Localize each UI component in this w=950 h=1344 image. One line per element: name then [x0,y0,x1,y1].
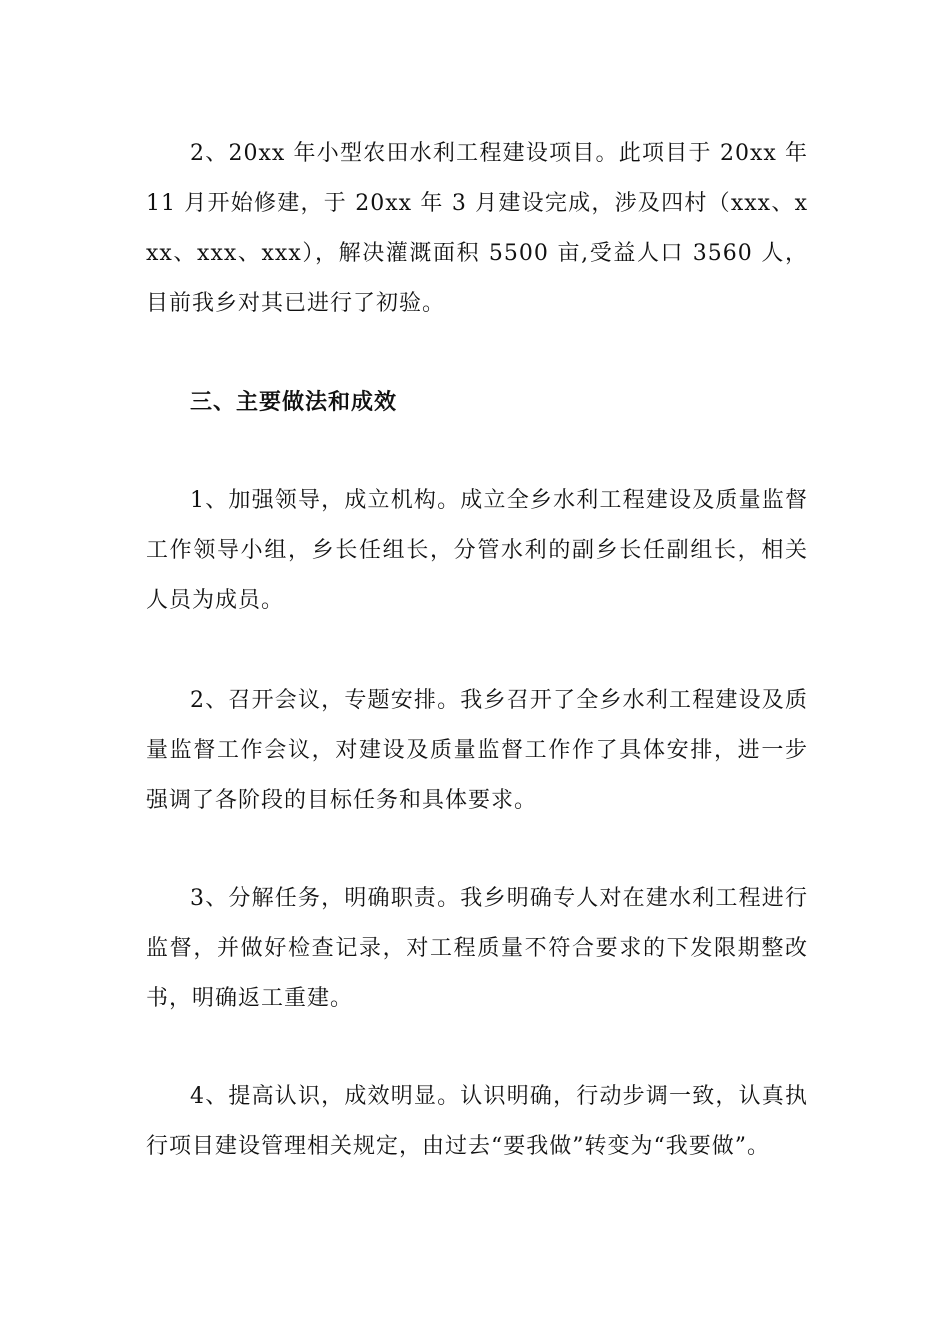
paragraph-text: 2、召开会议，专题安排。我乡召开了全乡水利工程建设及质量监督工作会议，对建设及质量监督工作作了具体安排，进一步强调了各阶段的目标任务和具体要求。 [146,688,808,813]
paragraph-text: 4、提高认识，成效明显。认识明确，行动步调一致，认真执行项目建设管理相关规定，由过去“要我做”转变为“我要做”。 [146,1084,808,1159]
paragraph-text: 3、分解任务，明确职责。我乡明确专人对在建水利工程进行监督，并做好检查记录，对工程质量不符合要求的下发限期整改书，明确返工重建。 [146,886,808,1011]
paragraph-project-2 [146,129,808,329]
paragraph-item-1 [146,476,808,626]
paragraph-text: 2、20xx 年小型农田水利工程建设项目。此项目于 20xx 年 11 月开始修建，于 20xx 年 3 月建设完成，涉及四村（xxx、xxx、xxx、xxx），解决灌溉面积 5500 亩,受益人口 3560 人，目前我乡对其已进行了初验。 [146,141,808,316]
paragraph-item-3 [146,874,808,1024]
paragraph-item-4 [146,1072,808,1172]
section-heading: 三、主要做法和成效 [190,389,398,415]
paragraph-text: 1、加强领导，成立机构。成立全乡水利工程建设及质量监督工作领导小组，乡长任组长，分管水利的副乡长任副组长，相关人员为成员。 [146,488,808,613]
paragraph-item-2 [146,676,808,826]
